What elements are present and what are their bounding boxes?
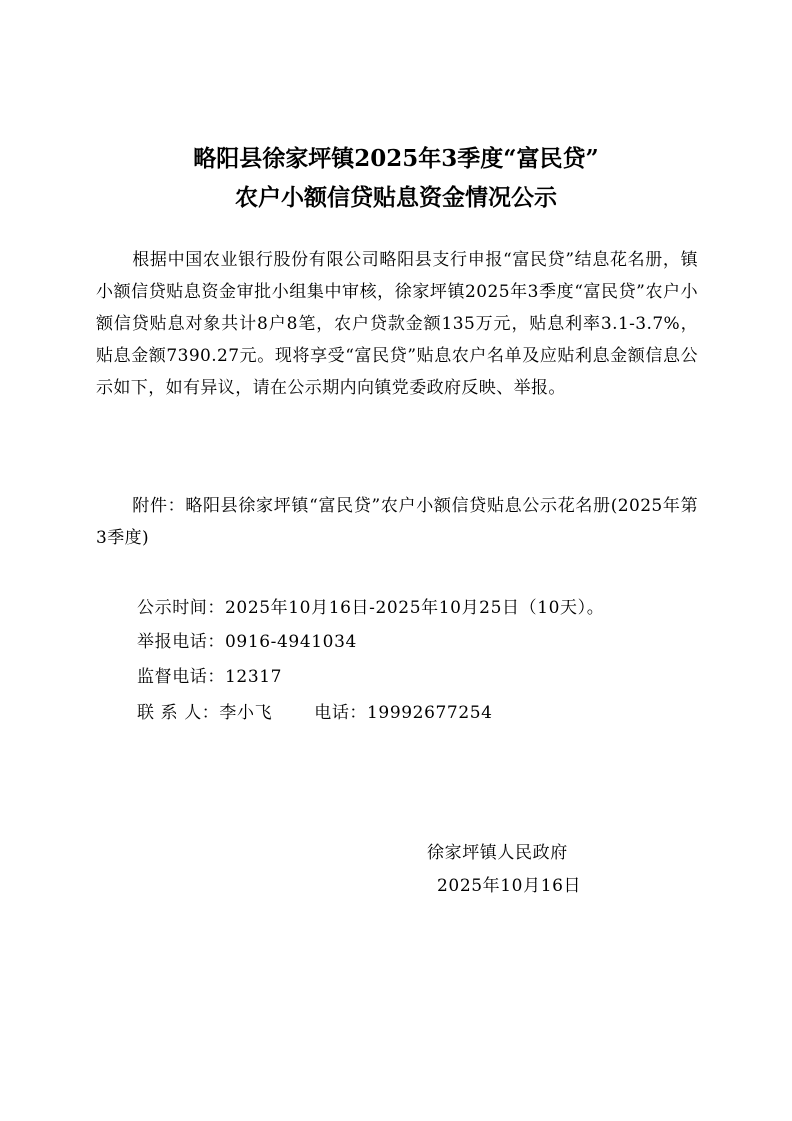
- signature-date: 2025年10月16日: [437, 876, 582, 896]
- body-paragraph-text: 根据中国农业银行股份有限公司略阳县支行申报“富民贷”结息花名册，镇小额信贷贴息资金审批小组集中审核，徐家坪镇2025年3季度“富民贷”农户小额信贷贴息对象共计8户8笔，农户贷款金额135万元，贴息利率3.1-3.7%，贴息金额7390.27元。现将享受“富民贷”贴息农户名单及应贴利息金额信息公示如下，如有异议，请在公示期内向镇党委政府反映、举报。: [96, 250, 698, 398]
- attachment-paragraph-text: 附件：略阳县徐家坪镇“富民贷”农户小额信贷贴息公示花名册(2025年第3季度): [96, 496, 698, 548]
- publicity-time: 公示时间：2025年10月16日-2025年10月25日（10天）。: [137, 598, 605, 618]
- body-paragraph: [96, 244, 698, 404]
- signature-organization: 徐家坪镇人民政府: [427, 843, 568, 863]
- document-title-line-2: 农户小额信贷贴息资金情况公示: [235, 184, 557, 211]
- report-phone: 举报电话：0916-4941034: [137, 632, 357, 652]
- contact-phone: 电话：19992677254: [314, 703, 493, 723]
- contact-person: 联 系 人：李小飞: [137, 703, 273, 723]
- attachment-paragraph: [96, 490, 698, 554]
- supervision-phone: 监督电话：12317: [137, 667, 283, 687]
- document-title-line-1: 略阳县徐家坪镇2025年3季度“富民贷”: [193, 145, 599, 172]
- contact-line: [137, 701, 493, 725]
